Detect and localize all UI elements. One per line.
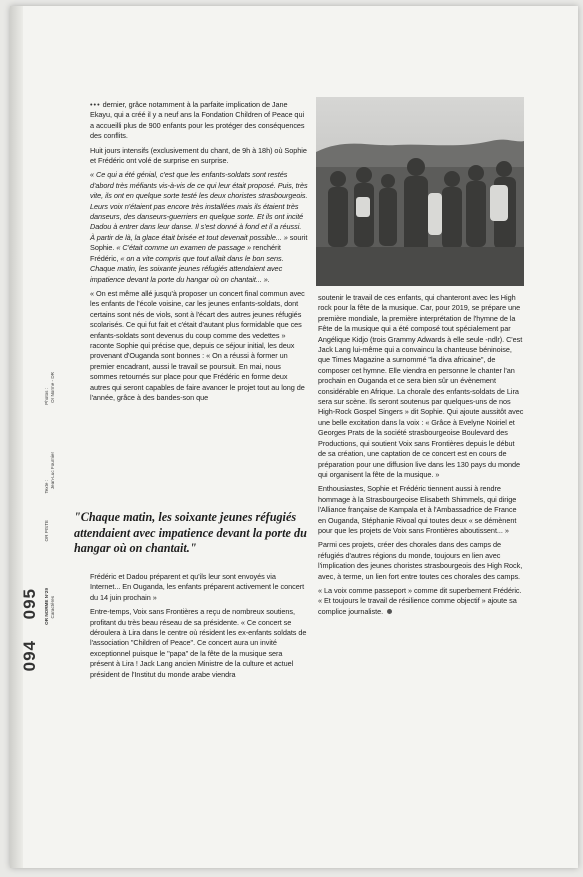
continuation-marker: ••• [90,100,101,109]
article-column-1 [90,100,308,407]
magazine-issue: OR NORME N°29 [44,588,49,625]
paragraph: ••• dernier, grâce notamment à la parfaite implication de Jane Ekayu, qui a créé il y a neuf ans la Fondation Children of Peace qui a accueilli plus de 900 enfants pour les protéger des conséquences des conflits. [90,100,305,141]
text-credit-author: Jean-Luc Fournier [50,452,55,490]
text-credit-label: Texte : [44,480,49,494]
page-number-right: 095 [20,588,39,620]
paragraph: Frédéric et Dadou préparent et qu'ils leur sont envoyés via Internet... En Ouganda, les enfants préparent activement le concert du 14 juin prochain » [90,572,305,602]
paragraph: Huit jours intensifs (exclusivement du chant, de 9h à 18h) où Sophie et Frédéric ont volé de surprise en surprise. [90,145,307,166]
paragraph: Enthousiastes, Sophie et Frédéric tiennent aussi à rendre hommage à la Strasbourgeoise Elisabeth Shimmels, qui dirige l'Alliance française de Kampala et à l'Ambassadrice de France en Ouganda, Stéphanie Rivoal qui toutes deux « se démènent pour que les projets de Voix sans Frontières aboutissent... » [318,484,517,535]
end-of-article-icon [387,609,392,614]
page-gutter [10,6,23,868]
article-column-1-continued [90,572,308,684]
page-number-left: 094 [20,640,39,672]
pull-quote: "Chaque matin, les soixante jeunes réfugiés attendaient avec impatience devant la porte du hangar où on chantait." [74,510,307,555]
paragraph: soutenir le travail de ces enfants, qui chanteront avec les High rock pour la fête de la musique. Car, pour 2019, se prépare une première mondiale, la première interprétation de l'hymne de la Fête de la musique qui a été composé tout spécialement par Angélique Kidjo (trois Grammy Adwards à elle seule -ndlr). C'est Jack Lang lui-même qui a convaincu la chanteuse béninoise, que Times Magazine a surnommé "la diva africaine", de composer cet hymne. Elle viendra en personne le chanter l'an prochain en Ouganda et ce sera bien sûr un évènement considérable en Afrique. La chorale des enfants-soldats de Lira sera sur scène. Ils seront soutenus par quelques-uns de nos High-Rock Gospel Singers » dit Sophie. Qui ajoute aussitôt avec une belle excitation dans la voix : « Grâce à Evelyne Noiriel et Georges Prats de la société strasbourgeoise Boulevard des Productions, qui soutient Voix sans Frontières depuis le début de sa création, une captation de ce concert est en cours de préparation pour une diffusion live dans les 130 pays du monde qui organisent la fête de la musique. » [318,293,524,479]
magazine-section: Caractères [50,596,55,619]
paragraph: Parmi ces projets, créer des chorales dans des camps de réfugiés d'autres régions du monde, toujours en lien avec l'implication des jeunes choristes strasbourgeois des High Rock, avec, à terme, un lien fort entre toutes ces chorales des camps. [318,540,523,581]
paragraph: Entre-temps, Voix sans Frontières a reçu de nombreux soutiens, profitant du très beau réseau de sa présidente. « Ce concert se déroulera à Lira dans le centre où résident les ex-enfants soldats de l'association "Children of Peace". Ce concert aura un invité exceptionnel puisque le "papa" de la fête de la musique sera présent à Lira ! Jack Lang ancien Ministre de la culture et actuel président de l'Institut du monde arabe viendra [90,607,307,679]
article-column-2 [318,293,524,621]
paragraph: « Ce qui a été génial, c'est que les enfants-soldats sont restés d'abord très méfiants vis-à-vis de ce qui leur était proposé. Puis, très vite, ils ont en quelque sorte testé les deux choristes strasbourgeois. Leurs voix n'étaient pas encore très installées mais ils étaient très danseurs, des danseurs-guerriers en quelque sorte. Et ils ont incité Dadou à entrer dans leur danse. Il s'est donné à fond et il a réussi. À partir de là, la glace était brisée et tout devenait possible... » sourit Sophie. « C'était comme un examen de passage » renchérit Frédéric, « on a vite compris que tout allait dans le bon sens. Chaque matin, les soixante jeunes réfugiés attendaient avec impatience devant la porte du hangar où on chantait... ». [90,170,308,284]
photo-credit-label: Photos : [44,388,49,405]
section-slug: OR PISTE [44,520,49,542]
paragraph: « On est même allé jusqu'à proposer un concert final commun avec les enfants de l'école voisine, car les jeunes enfants-soldats, dont certains sont nés de viols, sont à l'écart des autres jeunes réfugiés scolarisés. Ce qui fut fait et c'était d'autant plus formidable que ces enfants-soldats sont devenus du coup comme des vedettes » raconte Sophie qui précise que, depuis ce séjour initial, les deux provenant d'Ouganda sont bonnes : « On a réussi à former un premier encadrant, aussi le travail se poursuit. En mai, nous sommes retournés sur place pour que Frédéric en forme deux autres qui seront capables de faire avancer le projet tout au long de l'année, grâce à des bandes-son que [90,288,305,402]
article-photo [316,97,524,286]
paragraph: « La voix comme passeport » comme dit superbement Frédéric. « Et toujours le travail de résilience comme objectif » ajoute sa complice journaliste. [318,585,522,616]
group-photo-illustration [316,97,524,286]
photo-credit-author: Or Norme - DR [50,372,55,403]
